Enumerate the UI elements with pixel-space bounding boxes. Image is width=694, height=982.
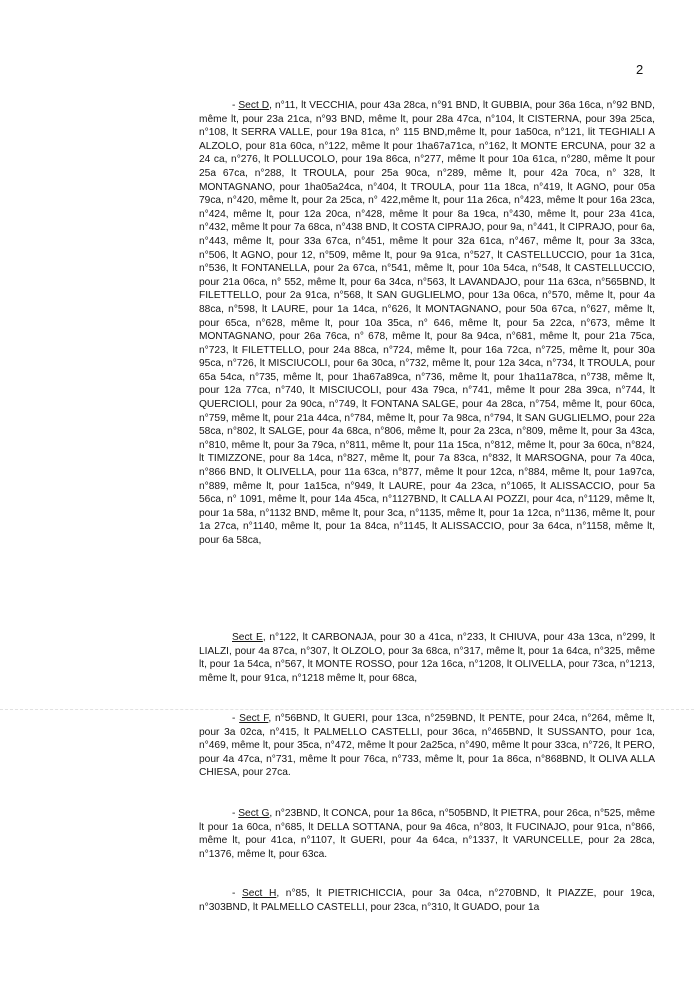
section-e-text: , n°122, lt CARBONAJA, pour 30 a 41ca, n°233, lt CHIUVA, pour 43a 13ca, n°299, lt LIALZI, pour 4a 87ca, n°307, lt OLZOLO, pour 3a 68ca, n°317, même lt, pour 1a 64ca, n°325, même lt, pour 1a 54ca, n°567, lt MONTE ROSSO, pour 12a 16ca, n°1208, lt OLIVELLA, pour 73ca, n°1213, même lt, pour 91ca, n°1218 même lt, pour 68ca, bbox=[199, 632, 655, 684]
section-e-paragraph bbox=[199, 631, 655, 685]
section-h bbox=[199, 887, 655, 914]
section-h-label: Sect H bbox=[242, 888, 277, 899]
section-f-paragraph bbox=[199, 712, 655, 780]
section-h-text: , n°85, lt PIETRICHICCIA, pour 3a 04ca, n°270BND, lt PIAZZE, pour 19ca, n°303BND, lt PALMELLO CASTELLI, pour 23ca, n°310, lt GUADO, pour 1a bbox=[199, 888, 655, 913]
section-d-text: , n°11, lt VECCHIA, pour 43a 28ca, n°91 BND, lt GUBBIA, pour 36a 16ca, n°92 BND, même lt, pour 23a 21ca, n°93 BND, même lt, pour 28a 47ca, n°104, lt CISTERNA, pour 39a 25ca, n°108, lt SERRA VALLE, pour 19a 81ca, n° 115 BND,même lt, pour 1a50ca, n°121, lit TEGHIALI A ALZOLO, pour 81a 60ca, n°122, même lt pour 1ha67a71ca, n°162, lt MONTE ERCUNA, pour 32 a 24 ca, n°276, lt POLLUCOLO, pour 19a 86ca, n°277, même lt pour 10a 61ca, n°280, même lt pour 25a 67ca, n°288, lt TROULA, pour 25a 90ca, n°289, même lt, pour 42a 70ca, n° 328, lt MONTAGNANO, pour 1ha05a24ca, n°404, lt TROULA, pour 11a 18ca, n°419, lt AGNO, pour 05a 79ca, n°420, même lt, pour 2a 25ca, n° 422,même lt, pour 11a 26ca, n°423, même lt pour 16a 23ca, n°424, même lt, pour 12a 20ca, n°428, même lt pour 8a 19ca, n°430, même lt, pour 23a 41ca, n°432, même lt pour 7a 68ca, n°438 BND, lt COSTA CIPRAJO, pour 9a, n°441, lt CIPRAJO, pour 6a, n°443, même lt, pour 33a 67ca, n°451, même lt pour 32a 61ca, n°467, même lt, pour 3a 33ca, n°506, lt AGNO, pour 12, n°509, même lt, pour 9a 91ca, n°527, lt CASTELLUCCIO, pour 1a 31ca, n°536, lt FONTANELLA, pour 2a 67ca, n°541, même lt, pour 10a 54ca, n°548, lt CASTELLUCCIO, pour 21a 06ca, n° 552, même lt, pour 6a 34ca, n°563, lt LAVANDAJO, pour 11a 63ca, n°565BND, lt FILETTELLO, pour 2a 91ca, n°568, lt SAN GUGLIELMO, pour 13a 06ca, n°570, même lt, pour 4a 88ca, n°598, lt LAURE, pour 1a 14ca, n°626, lt MONTAGNANO, pour 50a 67ca, n°627, même lt, pour 65ca, n°628, même lt, pour 10a 35ca, n° 646, même lt, pour 5a 22ca, n°673, même lt MONTAGNANO, pour 26a 76ca, n° 678, même lt, pour 8a 94ca, n°681, même lt, pour 21a 75ca, n°723, lt FILETTELLO, pour 24a 88ca, n°724, même lt, pour 16a 72ca, n°725, même lt, pour 30a 95ca, n°726, lt MISCIUCOLI, pour 6a 30ca, n°732, même lt, pour 12a 34ca, n°734, lt TROULA, pour 65a 54ca, n°735, même lt, pour 1ha67a89ca, n°736, même lt, pour 1ha11a78ca, n°738, même lt, pour 12a 77ca, n°740, lt MISCIUCOLI, pour 43a 79ca, n°741, même lt pour 28a 39ca, n°744, lt QUERCIOLI, pour 2a 90ca, n°749, lt FONTANA SALGE, pour 4a 28ca, n°754, même lt, pour 60ca, n°759, même lt, pour 21a 44ca, n°784, même lt, pour 7a 98ca, n°794, lt SAN GUGLIELMO, pour 22a 58ca, n°802, lt SALGE, pour 4a 68ca, n°806, même lt, pour 2a 23ca, n°809, même lt, pour 3a 43ca, n°810, même lt, pour 3a 79ca, n°811, même lt, pour 11a 15ca, n°812, même lt, pour 3a 60ca, n°824, lt TIMIZZONE, pour 8a 14ca, n°827, même lt, pour 7a 83ca, n°832, lt MARSOGNA, pour 7a 40ca, n°866 BND, lt OLIVELLA, pour 11a 63ca, n°877, même lt pour 12ca, n°884, même lt, pour 1a97ca, n°889, même lt, pour 1a15ca, n°949, lt LAURE, pour 4a 23ca, n°1065, lt ALISSACCIO, pour 5a 56ca, n° 1091, même lt, pour 14a 45ca, n°1127BND, lt CALLA AI POZZI, pour 4ca, n°1129, même lt, pour 1a 58a, n°1132 BND, même lt, pour 3ca, n°1135, même lt, pour 1a 12ca, n°1136, même lt, pour 1a 27ca, n°1140, même lt, pour 1a 84ca, n°1145, lt ALISSACCIO, pour 3a 64ca, n°1158, même lt, pour 6a 58ca, bbox=[199, 100, 655, 546]
section-h-paragraph bbox=[199, 887, 655, 914]
section-g-label: Sect G bbox=[238, 808, 270, 819]
section-d bbox=[199, 99, 655, 548]
section-g-text: , n°23BND, lt CONCA, pour 1a 86ca, n°505BND, lt PIETRA, pour 26ca, n°525, même lt pour 1a 60ca, n°685, lt DELLA SOTTANA, pour 9a 46ca, n°803, lt FUCINAJO, pour 91ca, n°866, même lt, pour 41ca, n°1107, lt GUERI, pour 4a 64ca, n°1337, lt VARUNCELLE, pour 2a 28ca, n°1376, même lt, pour 63ca. bbox=[199, 808, 655, 860]
section-g-paragraph bbox=[199, 807, 655, 861]
section-f bbox=[199, 712, 655, 780]
section-g bbox=[199, 807, 655, 861]
section-d-paragraph bbox=[199, 99, 655, 548]
page-number: 2 bbox=[636, 62, 644, 77]
section-e bbox=[199, 631, 655, 685]
section-h-prefix: - bbox=[232, 888, 242, 899]
section-d-label: Sect D bbox=[238, 100, 270, 111]
scan-fold-line bbox=[0, 709, 694, 710]
section-f-prefix: - bbox=[232, 713, 240, 724]
section-f-label: Sect F bbox=[239, 713, 269, 724]
section-f-text: , n°56BND, lt GUERI, pour 13ca, n°259BND, lt PENTE, pour 24ca, n°264, même lt, pour 3a 02ca, n°415, lt PALMELLO CASTELLI, pour 36ca, n°465BND, lt SUSSANTO, pour 1ca, n°469, même lt, pour 35ca, n°472, même lt pour 2a25ca, n°490, même lt pour 33ca, n°726, lt PERO, pour 4a 47ca, n°731, même lt pour 76ca, n°733, même lt, pour 1a 86ca, n°868BND, lt OLIVA ALLA CHIESA, pour 27ca. bbox=[199, 713, 655, 779]
section-e-label: Sect E bbox=[232, 632, 263, 643]
section-d-prefix: - bbox=[232, 100, 239, 111]
section-g-prefix: - bbox=[232, 808, 239, 819]
